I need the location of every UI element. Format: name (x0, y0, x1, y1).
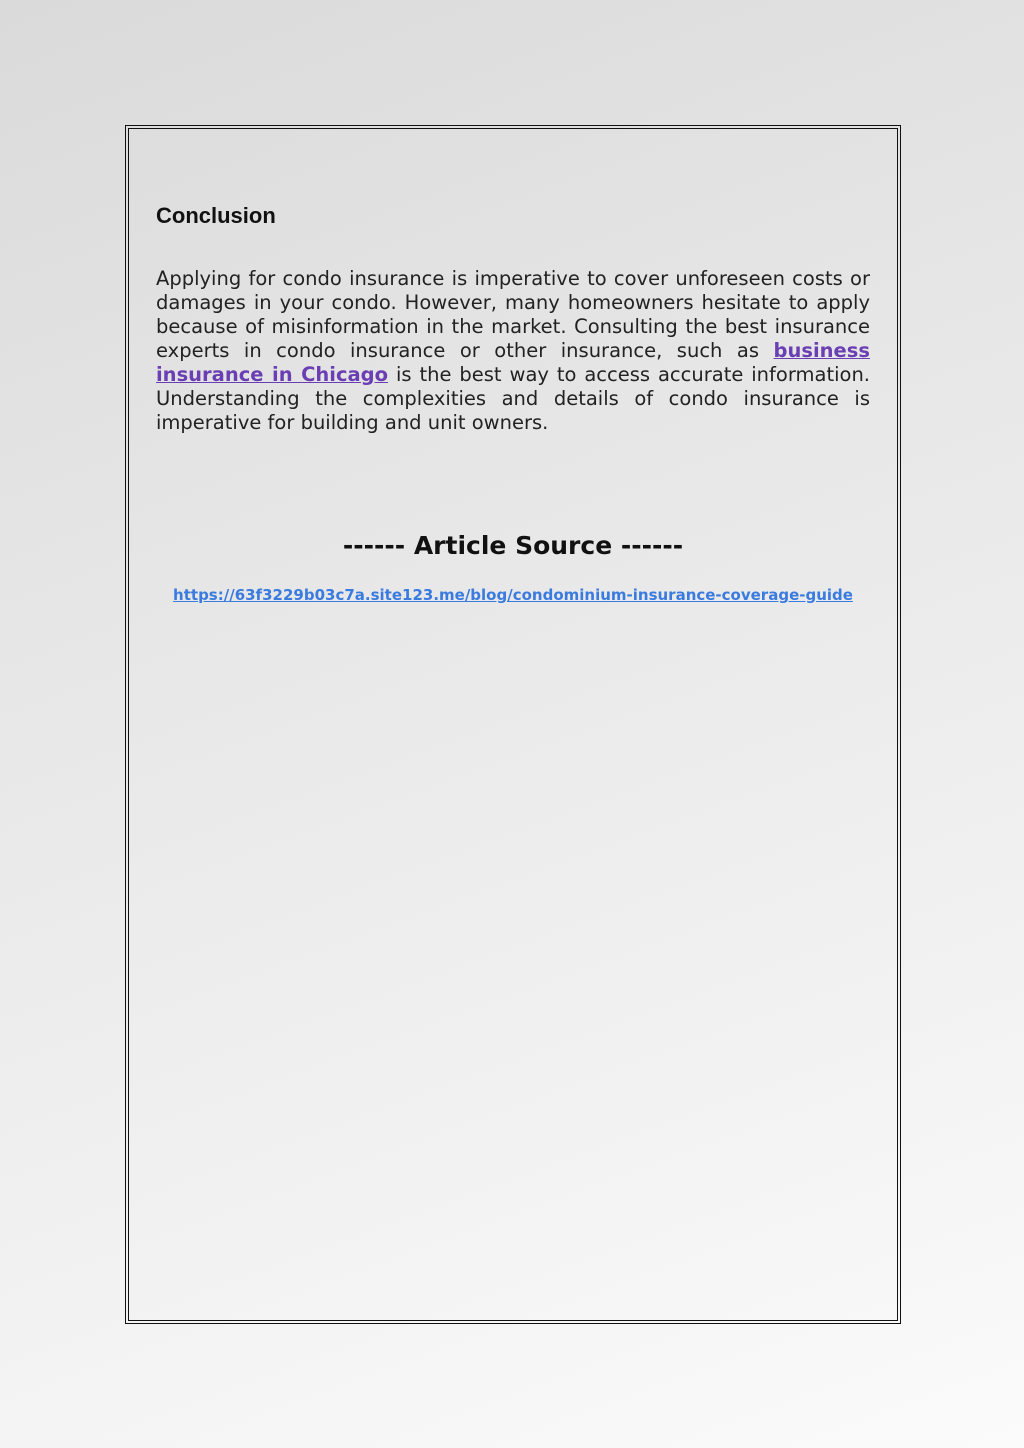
paragraph-text-start: Applying for condo insurance is imperative to cover unforeseen costs or damages in your condo. However, many homeowners hesitate to apply because of misinformation in the market. Consulting the best insurance experts in condo insurance or other insurance, such as (156, 267, 870, 362)
page-frame (125, 125, 901, 1324)
paragraph-text-end: is the best way to access accurate information. Understanding the complexities and details of condo insurance is imperative for building and unit owners. (156, 363, 871, 434)
business-insurance-link[interactable]: business insurance in Chicago (156, 339, 870, 386)
section-heading: Conclusion (156, 203, 276, 228)
conclusion-paragraph (156, 267, 870, 435)
article-source-link[interactable]: https://63f3229b03c7a.site123.me/blog/condominium-insurance-coverage-guide (173, 586, 853, 604)
article-source-link-container (129, 586, 897, 604)
article-source-title: ------ Article Source ------ (342, 531, 684, 560)
